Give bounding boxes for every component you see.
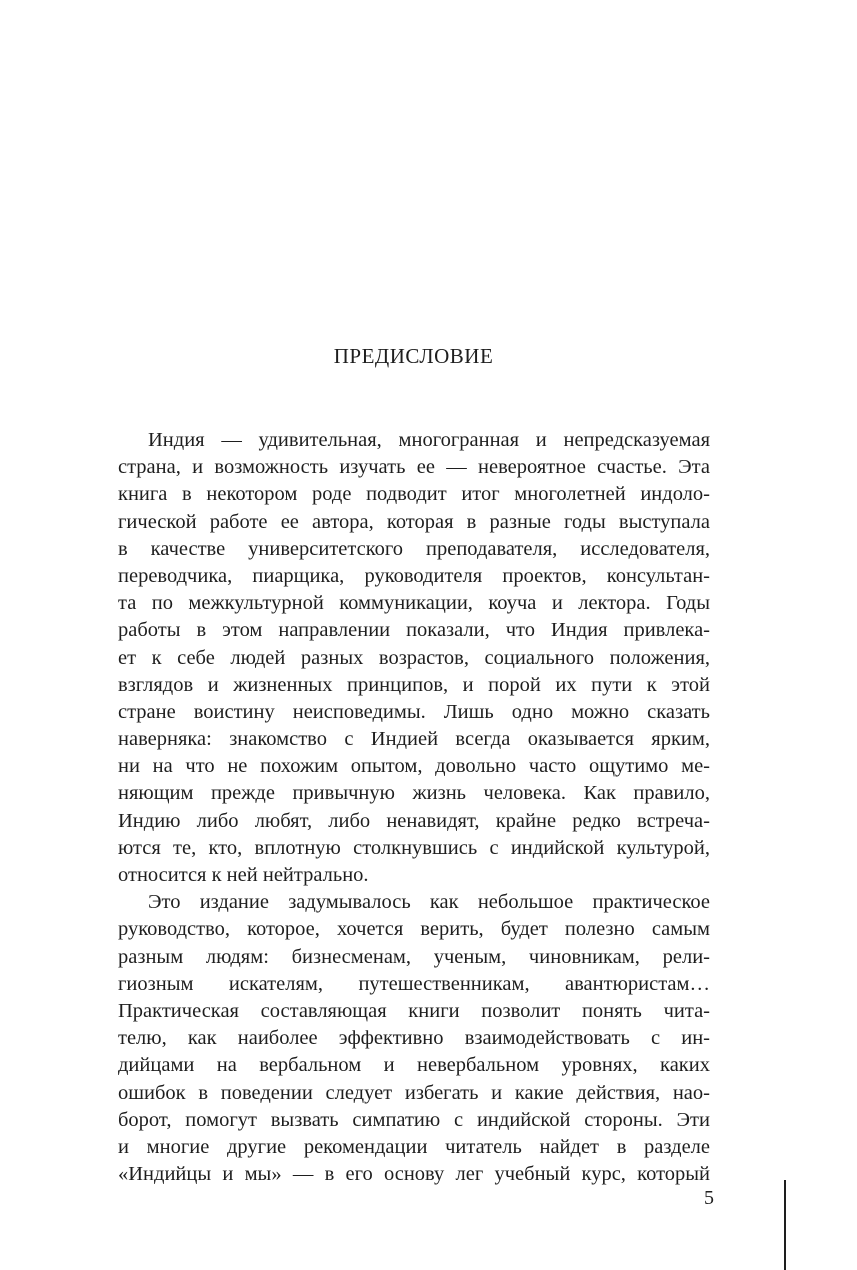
text-line: телю, как наиболее эффективно взаимодействовать с ин- bbox=[118, 1027, 710, 1050]
text-line: Практическая составляющая книги позволит понять чита- bbox=[118, 999, 710, 1022]
text-line: Индия — удивительная, многогранная и непредсказуемая bbox=[148, 429, 710, 451]
text-line: дийцами на вербальном и невербальном уровнях, каких bbox=[118, 1054, 710, 1077]
text-line: стране воистину неисповедимы. Лишь одно можно сказать bbox=[118, 700, 710, 723]
text-line: ни на что не похожим опытом, довольно часто ощутимо ме- bbox=[118, 755, 710, 778]
text-line: работы в этом направлении показали, что Индия привлека- bbox=[118, 619, 710, 642]
text-line: няющим прежде привычную жизнь человека. Как правило, bbox=[118, 782, 710, 805]
text-line: взглядов и жизненных принципов, и порой их пути к этой bbox=[118, 673, 710, 696]
text-line: Это издание задумывалось как небольшое практическое bbox=[148, 891, 710, 914]
text-line: и многие другие рекомендации читатель найдет в разделе bbox=[118, 1135, 710, 1158]
text-line: наверняка: знакомство с Индией всегда оказывается ярким, bbox=[118, 728, 710, 751]
text-line: относится к ней нейтрально. bbox=[118, 864, 369, 886]
text-line: страна, и возможность изучать ее — невероятное счастье. Эта bbox=[118, 456, 710, 479]
text-line: та по межкультурной коммуникации, коуча и лектора. Годы bbox=[118, 592, 710, 615]
text-line: разным людям: бизнесменам, ученым, чиновникам, рели- bbox=[118, 945, 710, 968]
page-edge-rule bbox=[784, 1180, 786, 1270]
text-line: переводчика, пиарщика, руководителя проектов, консультан- bbox=[118, 564, 710, 587]
chapter-title: ПРЕДИСЛОВИЕ bbox=[333, 344, 494, 368]
text-line: книга в некотором роде подводит итог многолетней индоло- bbox=[118, 483, 710, 506]
text-line: ошибок в поведении следует избегать и какие действия, нао- bbox=[118, 1081, 710, 1104]
text-line: гиозным искателям, путешественникам, авантюристам… bbox=[118, 972, 710, 995]
text-line: в качестве университетского преподавателя, исследователя, bbox=[118, 537, 710, 560]
page-number: 5 bbox=[704, 1187, 714, 1209]
text-line: Индию либо любят, либо ненавидят, крайне редко встреча- bbox=[118, 809, 710, 832]
text-line: «Индийцы и мы» — в его основу лег учебный курс, который bbox=[118, 1163, 710, 1186]
text-line: борот, помогут вызвать симпатию с индийской стороны. Эти bbox=[118, 1108, 710, 1131]
body-text bbox=[118, 427, 710, 1188]
text-line: ются те, кто, вплотную столкнувшись с индийской культурой, bbox=[118, 836, 710, 859]
text-line: руководство, которое, хочется верить, будет полезно самым bbox=[118, 918, 710, 941]
text-line: ет к себе людей разных возрастов, социального положения, bbox=[118, 646, 710, 669]
text-line: гической работе ее автора, которая в разные годы выступала bbox=[118, 510, 710, 533]
